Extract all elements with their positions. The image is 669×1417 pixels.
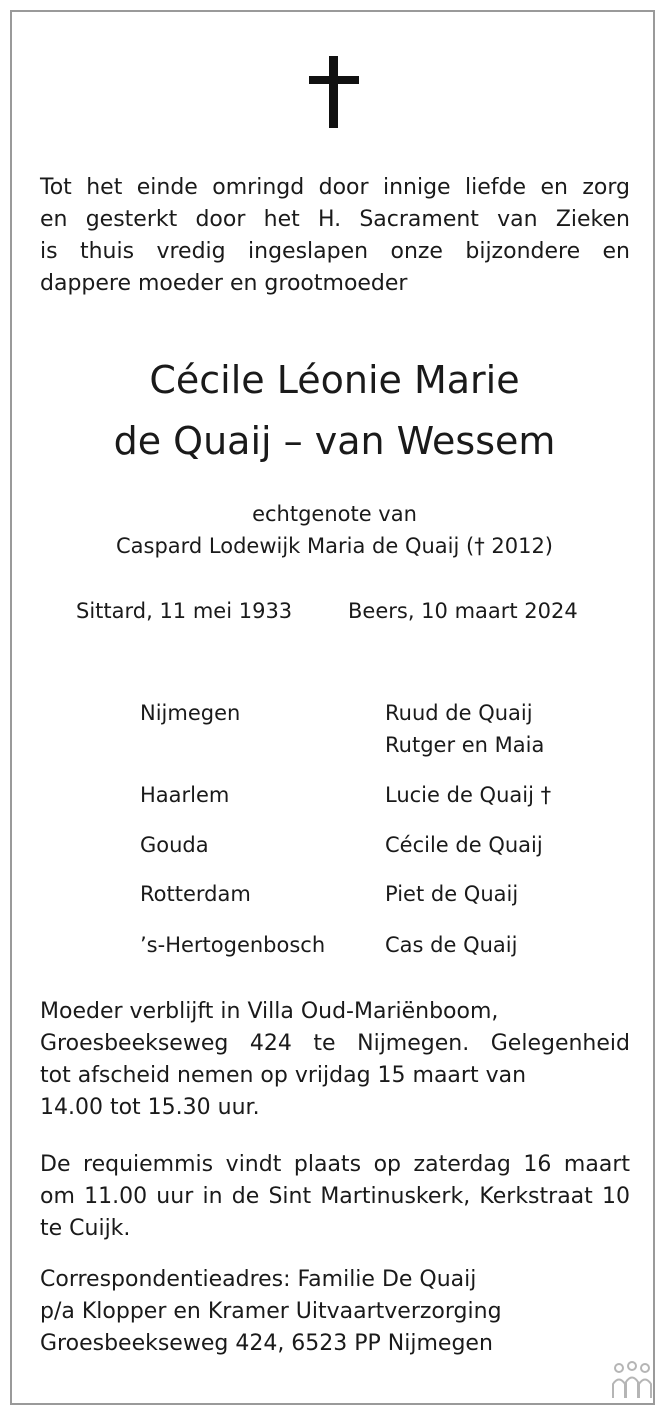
family-names: Lucie de Quaij † (385, 783, 552, 807)
deceased-name-line2: de Quaij – van Wessem (113, 419, 556, 463)
correspondence-text (40, 1264, 630, 1360)
intro-text (40, 172, 630, 300)
intro-line: is thuis vredig ingeslapen onze bijzondere en (40, 239, 630, 264)
deceased-name-line1: Cécile Léonie Marie (149, 358, 520, 402)
family-names: Ruud de Quaij (385, 701, 533, 725)
intro-line: en gesterkt door het H. Sacrament van Zieken (40, 207, 630, 232)
service-line: te Cuijk. (40, 1216, 131, 1241)
service-line: om 11.00 uur in de Sint Martinuskerk, Kerkstraat 10 (40, 1184, 630, 1209)
death-place-date: Beers, 10 maart 2024 (348, 599, 578, 623)
cross-icon (309, 56, 359, 128)
service-text (40, 1149, 630, 1245)
intro-line: Tot het einde omringd door innige liefde en zorg (40, 175, 630, 200)
family-names: Cécile de Quaij (385, 833, 543, 857)
viewing-line: tot afscheid nemen op vrijdag 15 maart van (40, 1063, 527, 1088)
family-location: Gouda (140, 833, 209, 857)
correspondence-line: p/a Klopper en Kramer Uitvaartverzorging (40, 1299, 502, 1324)
family-location: Nijmegen (140, 701, 241, 725)
viewing-line: Groesbeekseweg 424 te Nijmegen. Gelegenheid (40, 1031, 630, 1056)
viewing-line: 14.00 tot 15.30 uur. (40, 1095, 260, 1120)
family-location: ’s-Hertogenbosch (140, 933, 326, 957)
family-names: Piet de Quaij (385, 882, 519, 906)
spouse-label: echtgenote van (252, 502, 417, 526)
viewing-line: Moeder verblijft in Villa Oud-Mariënboom, (40, 999, 499, 1024)
family-names: Cas de Quaij (385, 933, 518, 957)
intro-line: dappere moeder en grootmoeder (40, 271, 408, 296)
viewing-text (40, 996, 630, 1124)
family-location: Rotterdam (140, 882, 251, 906)
correspondence-line: Groesbeekseweg 424, 6523 PP Nijmegen (40, 1331, 493, 1356)
correspondence-line: Correspondentieadres: Familie De Quaij (40, 1267, 477, 1292)
people-group-icon (610, 1360, 654, 1402)
spouse-name: Caspard Lodewijk Maria de Quaij († 2012) (115, 534, 554, 558)
family-location: Haarlem (140, 783, 230, 807)
birth-place-date: Sittard, 11 mei 1933 (76, 599, 293, 623)
family-names: Rutger en Maia (385, 733, 545, 757)
service-line: De requiemmis vindt plaats op zaterdag 16 maart (40, 1152, 630, 1177)
